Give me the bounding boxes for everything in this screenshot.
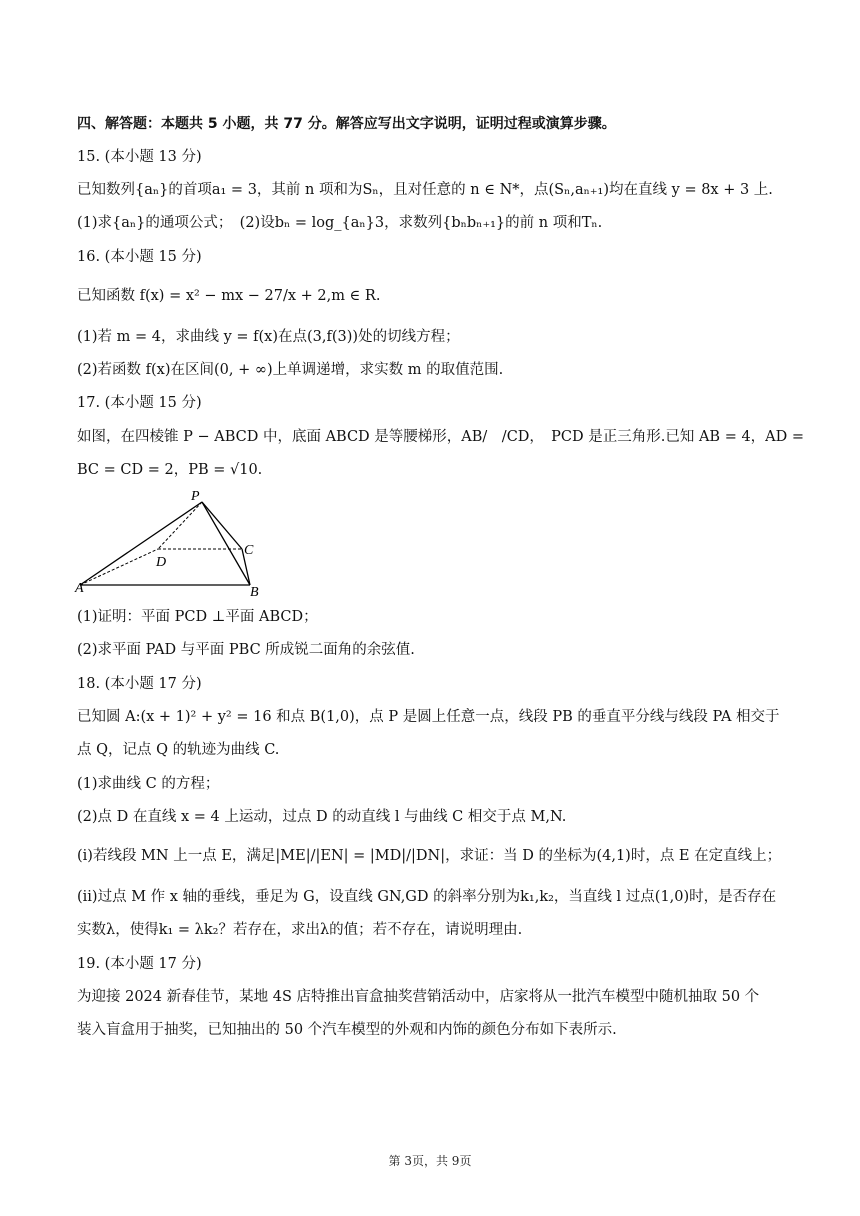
edge-PB bbox=[202, 502, 250, 585]
edge-PD bbox=[158, 502, 202, 549]
q16-line-3: (2)若函数 f(x)在区间(0, + ∞)上单调递增，求实数 m 的取值范围. bbox=[77, 362, 504, 378]
label-D: D bbox=[156, 555, 167, 570]
q15-line-2: (1)求{aₙ}的通项公式； (2)设bₙ = log_{aₙ}3，求数列{bₙbₙ₊₁}的前 n 项和Tₙ. bbox=[77, 215, 603, 231]
q15-line-1: 已知数列{aₙ}的首项a₁ = 3，其前 n 项和为Sₙ，且对任意的 n ∈ N*，点(Sₙ,aₙ₊₁)均在直线 y = 8x + 3 上. bbox=[77, 182, 773, 198]
q18-line-5: (ⅰ)若线段 MN 上一点 E，满足|ME|/|EN| = |MD|/|DN|，求证：当 D 的坐标为(4,1)时，点 E 在定直线上； bbox=[77, 848, 782, 864]
q16-title: 16. (本小题 15 分) bbox=[77, 249, 202, 265]
pyramid-figure bbox=[72, 486, 272, 596]
q19-line-1: 为迎接 2024 新春佳节，某地 4S 店特推出盲盒抽奖营销活动中，店家将从一批汽车模型中随机抽取 50 个 bbox=[77, 989, 760, 1005]
q18-line-7: 实数λ，使得k₁ = λk₂？若存在，求出λ的值；若不存在，请说明理由. bbox=[77, 922, 523, 938]
section-heading: 四、解答题：本题共 5 小题，共 77 分。解答应写出文字说明，证明过程或演算步骤。 bbox=[77, 116, 616, 132]
label-B: B bbox=[250, 585, 259, 596]
q17-line-3: (1)证明：平面 PCD ⊥平面 ABCD； bbox=[77, 609, 318, 625]
edge-PC bbox=[202, 502, 242, 549]
q19-line-2: 装入盲盒用于抽奖，已知抽出的 50 个汽车模型的外观和内饰的颜色分布如下表所示. bbox=[77, 1022, 617, 1038]
q16-line-2: (1)若 m = 4，求曲线 y = f(x)在点(3,f(3))处的切线方程； bbox=[77, 329, 460, 345]
edge-PA bbox=[80, 502, 202, 585]
q18-line-6: (ⅱ)过点 M 作 x 轴的垂线，垂足为 G，设直线 GN,GD 的斜率分别为k₁,k₂，当直线 l 过点(1,0)时，是否存在 bbox=[77, 889, 777, 905]
edge-AD bbox=[80, 549, 158, 585]
q18-line-2: 点 Q，记点 Q 的轨迹为曲线 C. bbox=[77, 742, 280, 758]
q17-line-4: (2)求平面 PAD 与平面 PBC 所成锐二面角的余弦值. bbox=[77, 642, 415, 658]
q17-line-1: 如图，在四棱锥 P − ABCD 中，底面 ABCD 是等腰梯形，AB/ /CD， PCD 是正三角形.已知 AB = 4，AD = bbox=[77, 429, 805, 445]
q18-title: 18. (本小题 17 分) bbox=[77, 676, 202, 692]
q18-line-4: (2)点 D 在直线 x = 4 上运动，过点 D 的动直线 l 与曲线 C 相交于点 M,N. bbox=[77, 809, 567, 825]
q19-title: 19. (本小题 17 分) bbox=[77, 956, 202, 972]
q15-title: 15. (本小题 13 分) bbox=[77, 149, 202, 165]
q18-line-3: (1)求曲线 C 的方程； bbox=[77, 776, 220, 792]
page-footer: 第 3页，共 9页 bbox=[388, 1154, 472, 1168]
label-P: P bbox=[191, 489, 200, 504]
q18-line-1: 已知圆 A:(x + 1)² + y² = 16 和点 B(1,0)，点 P 是圆上任意一点，线段 PB 的垂直平分线与线段 PA 相交于 bbox=[77, 709, 780, 725]
q17-title: 17. (本小题 15 分) bbox=[77, 395, 202, 411]
label-C: C bbox=[244, 543, 254, 558]
q16-line-1: 已知函数 f(x) = x² − mx − 27/x + 2,m ∈ R. bbox=[77, 288, 381, 304]
label-A: A bbox=[75, 581, 84, 596]
q17-line-2: BC = CD = 2，PB = √10. bbox=[77, 462, 263, 478]
